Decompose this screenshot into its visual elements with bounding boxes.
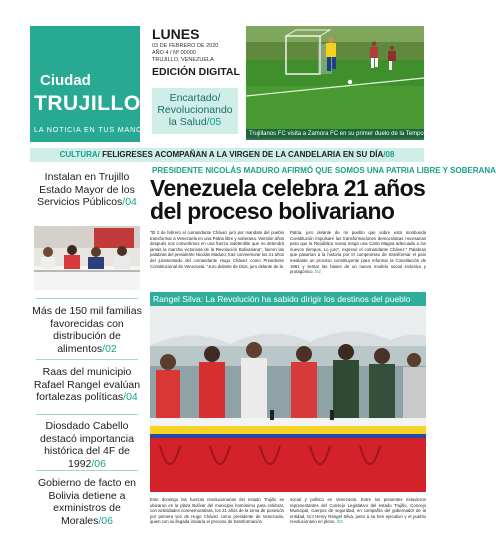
sidebar-item-page: /06 (91, 457, 106, 470)
sidebar-divider (36, 359, 138, 360)
photo-body-col1-text: Este domingo las fuerzas revolucionarias del estado Trujillo se ubicaron en la plaza Bolívar del municipio homónimo para celebrar, con actividades conmemorativas, los 21 años de la toma de posesión por primera vez de Hugo Chávez como presidente de Venezuela, quien con su llegada iniciaría el proceso de transformación (150, 497, 284, 525)
main-body-col2-page: /02 (314, 269, 321, 275)
sidebar-item-title: Más de 150 mil familias favorecidas con distribución de alimentos (32, 305, 142, 355)
top-story-page: /08 (450, 131, 460, 137)
sidebar-item-title: Raas del municipio Rafael Rangel evalúan fortalezas políticas (33, 366, 141, 403)
sidebar-divider (36, 298, 138, 299)
photo-body-col2-text: social y político en Venezuela. Entre los presentes estuvieron representantes del Consejo Legislativo del estado Trujillo, Concejo Municipal, cuerpos de seguridad, en compañía del gobernador de la entidad, G/J Henry Rangel Silva, junto a su tren ejecutivo y el pueblo revolucionario en pleno. (290, 497, 426, 525)
main-body-col2-text: Patria, juro delante de mi pueblo que sobre esta moribunda Constitución impulsaré las transformaciones democráticas necesarias para que la República nueva tenga una Carta Magna adecuada a los nuevos tiempos. Lo juro", expresó el comandante Chávez." Palabras que pasarían a la historia por el compromiso de transformar el país mediante un proceso constituyente para reformar la Constitución de 1961 y sentar las bases de un nuevo modelo social inclusivo y protagónico. (290, 230, 426, 275)
strip-page: /08 (383, 150, 395, 159)
soccer-photo-illustration (246, 26, 424, 138)
issue-location: TRUJILLO, VENEZUELA (152, 57, 214, 63)
sidebar-item-title: Diosdado Cabello destacó importancia histórica del 4F de 1992 (40, 420, 134, 470)
sidebar-item[interactable] (30, 366, 144, 404)
sidebar-item[interactable] (30, 305, 144, 355)
sidebar-item-page: /04 (122, 196, 137, 208)
top-story-caption[interactable] (246, 129, 460, 140)
sidebar-item-page: /04 (123, 391, 138, 403)
promo-label: Encartado/ Revolucionando la Salud (157, 92, 233, 128)
promo-text[interactable] (155, 92, 235, 128)
masthead-city: Ciudad (40, 72, 91, 89)
masthead-tagline: LA NOTICIA EN TUS MANOS (34, 125, 149, 134)
edition-label: EDICIÓN DIGITAL (152, 66, 240, 78)
photo-body-col1 (150, 497, 284, 547)
sidebar-divider (36, 470, 138, 471)
sidebar-item-title: Gobierno de facto en Bolivia detiene a exministros de Morales (37, 477, 137, 527)
meeting-photo-illustration (34, 226, 140, 290)
main-photo[interactable] (150, 306, 426, 492)
sidebar-item-page: /06 (98, 514, 113, 527)
sidebar-item[interactable] (30, 420, 144, 470)
top-story-caption-text: Trujillanos FC visita a Zamora FC en su primer duelo de la Temporada 2020 (249, 131, 451, 137)
issue-date: 03 DE FEBRERO DE 2020 (152, 43, 219, 49)
sidebar-divider (36, 414, 138, 415)
issue-dateline (152, 43, 218, 64)
sidebar-item-title: Instalan en Trujillo Estado Mayor de los Servicios Públicos (37, 171, 135, 208)
issue-number: AÑO 4 / Nº 00000 (152, 50, 196, 56)
strip-text: FELIGRESES ACOMPAÑAN A LA VIRGEN DE LA CANDELARIA EN SU DÍA (99, 150, 384, 159)
ceremony-photo-illustration (150, 306, 426, 492)
culture-strip[interactable] (30, 148, 424, 162)
issue-day: LUNES (152, 26, 200, 42)
soccer-photo[interactable] (246, 26, 424, 138)
sidebar-photo[interactable] (34, 226, 140, 290)
masthead-name: TRUJILLO (34, 92, 141, 115)
sidebar-item[interactable] (30, 171, 144, 209)
photo-body-col2-page: /03 (336, 519, 343, 525)
main-body-col2 (290, 230, 426, 290)
strip-section: CULTURA/ (59, 150, 100, 159)
sidebar-item[interactable] (30, 477, 144, 527)
promo-page: /05 (206, 116, 222, 128)
sidebar-item-page: /02 (102, 342, 117, 355)
main-kicker: PRESIDENTE NICOLÁS MADURO AFIRMÓ QUE SOMOS UNA PATRIA LIBRE Y SOBERANA (152, 166, 496, 175)
photo-story-title[interactable]: Rangel Silva: La Revolución ha sabido dirigir los destinos del pueblo (150, 292, 426, 306)
main-headline[interactable]: Venezuela celebra 21 años del proceso bolivariano (150, 175, 426, 224)
main-body-col1: "El 2 de febrero el comandante Chávez juró por mandato del pueblo transformar a Venezuela en una Patria libre y soberana. Veintiún años después nos convertimos en una fuerza indetenible que no detendrá jamás la marcha victoriosa de la Revolución Bolivariana", fueron las palabras del presidente Nicolás Maduro, tras conmemorar los 21 años del juramentado del comandante Hugo Chávez como Presidente Constitucional de Venezuela. "Juro delante de Dios, juro delante de la (150, 230, 284, 269)
photo-body-col2 (290, 497, 426, 547)
